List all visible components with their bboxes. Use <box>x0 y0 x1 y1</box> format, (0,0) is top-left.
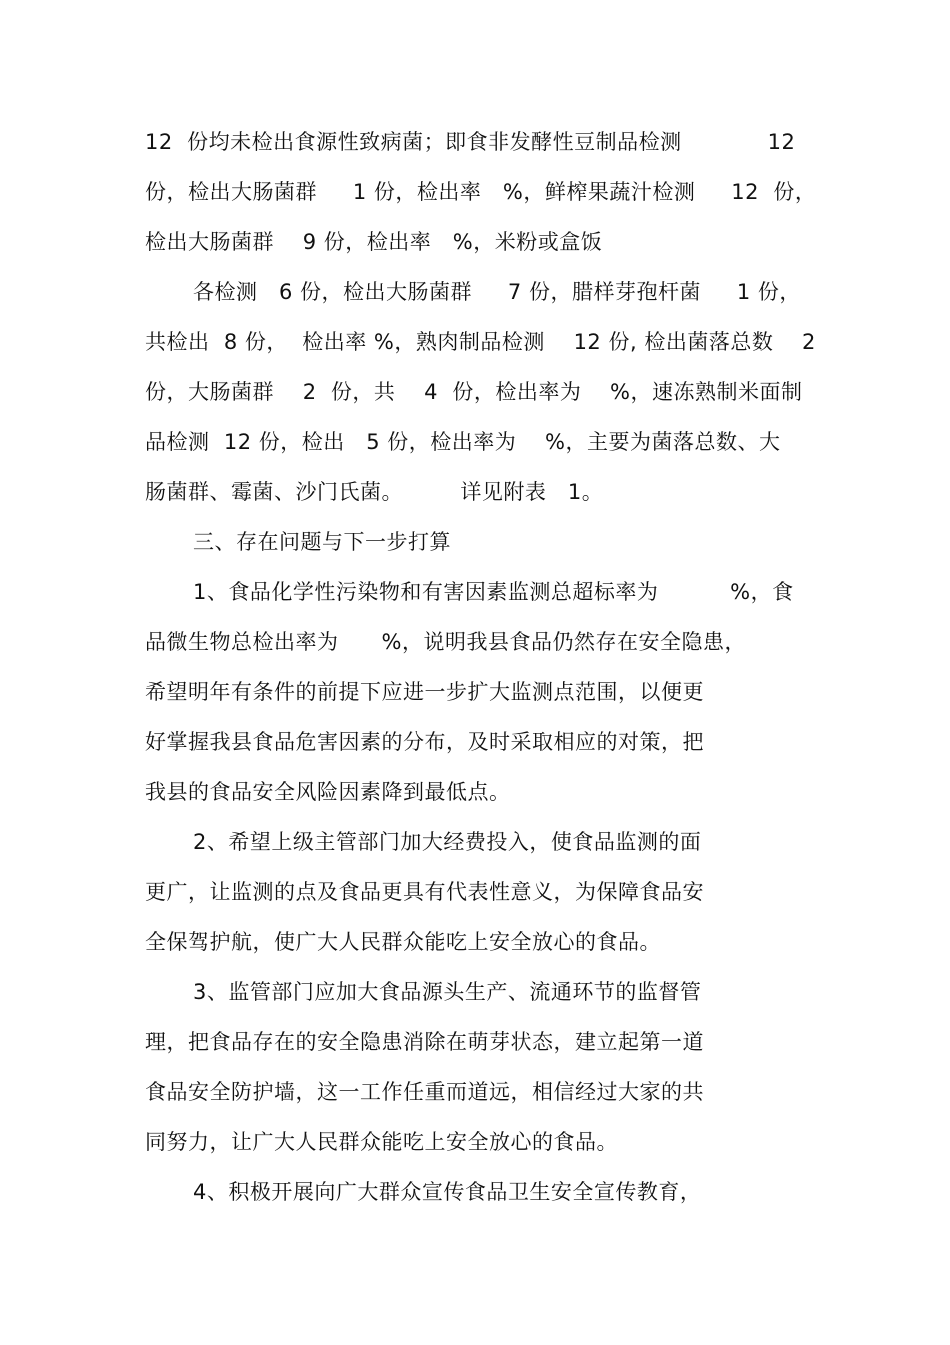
text-line: 更广，让监测的点及食品更具有代表性意义，为保障食品安 <box>145 880 704 904</box>
text-line: 3、监管部门应加大食品源头生产、流通环节的监督管 <box>193 980 702 1004</box>
text-line: 希望明年有条件的前提下应进一步扩大监测点范围，以便更 <box>145 680 704 704</box>
text-line: 品检测 12 份，检出 5 份，检出率为 %，主要为菌落总数、大 <box>145 430 781 454</box>
text-line: 品微生物总检出率为 %，说明我县食品仍然存在安全隐患， <box>145 630 747 654</box>
text-line: 份，大肠菌群 2 份，共 4 份，检出率为 %，速冻熟制米面制 <box>145 380 803 404</box>
text-line: 食品安全防护墙，这一工作任重而道远，相信经过大家的共 <box>145 1080 704 1104</box>
text-line: 同努力，让广大人民群众能吃上安全放心的食品。 <box>145 1130 618 1154</box>
text-line: 12 份均未检出食源性致病菌；即食非发酵性豆制品检测 12 <box>145 130 796 154</box>
text-line: 我县的食品安全风险因素降到最低点。 <box>145 780 511 804</box>
section-heading: 三、存在问题与下一步打算 <box>193 530 451 554</box>
text-line: 好掌握我县食品危害因素的分布，及时采取相应的对策，把 <box>145 730 704 754</box>
text-line: 检出大肠菌群 9 份，检出率 %，米粉或盒饭 <box>145 230 603 254</box>
text-line: 各检测 6 份，检出大肠菌群 7 份，腊样芽孢杆菌 1 份， <box>193 280 801 304</box>
text-line: 理，把食品存在的安全隐患消除在萌芽状态，建立起第一道 <box>145 1030 704 1054</box>
text-line: 全保驾护航，使广大人民群众能吃上安全放心的食品。 <box>145 930 661 954</box>
text-line: 4、积极开展向广大群众宣传食品卫生安全宣传教育， <box>193 1180 702 1204</box>
text-line: 肠菌群、霉菌、沙门氏菌。 详见附表 1。 <box>145 480 604 504</box>
text-line: 共检出 8 份， 检出率 %，熟肉制品检测 12 份, 检出菌落总数 2 <box>145 330 816 354</box>
text-line: 1、食品化学性污染物和有害因素监测总超标率为 %，食 <box>193 580 794 604</box>
text-line: 份，检出大肠菌群 1 份，检出率 %，鲜榨果蔬汁检测 12 份， <box>145 180 817 204</box>
text-line: 2、希望上级主管部门加大经费投入，使食品监测的面 <box>193 830 702 854</box>
